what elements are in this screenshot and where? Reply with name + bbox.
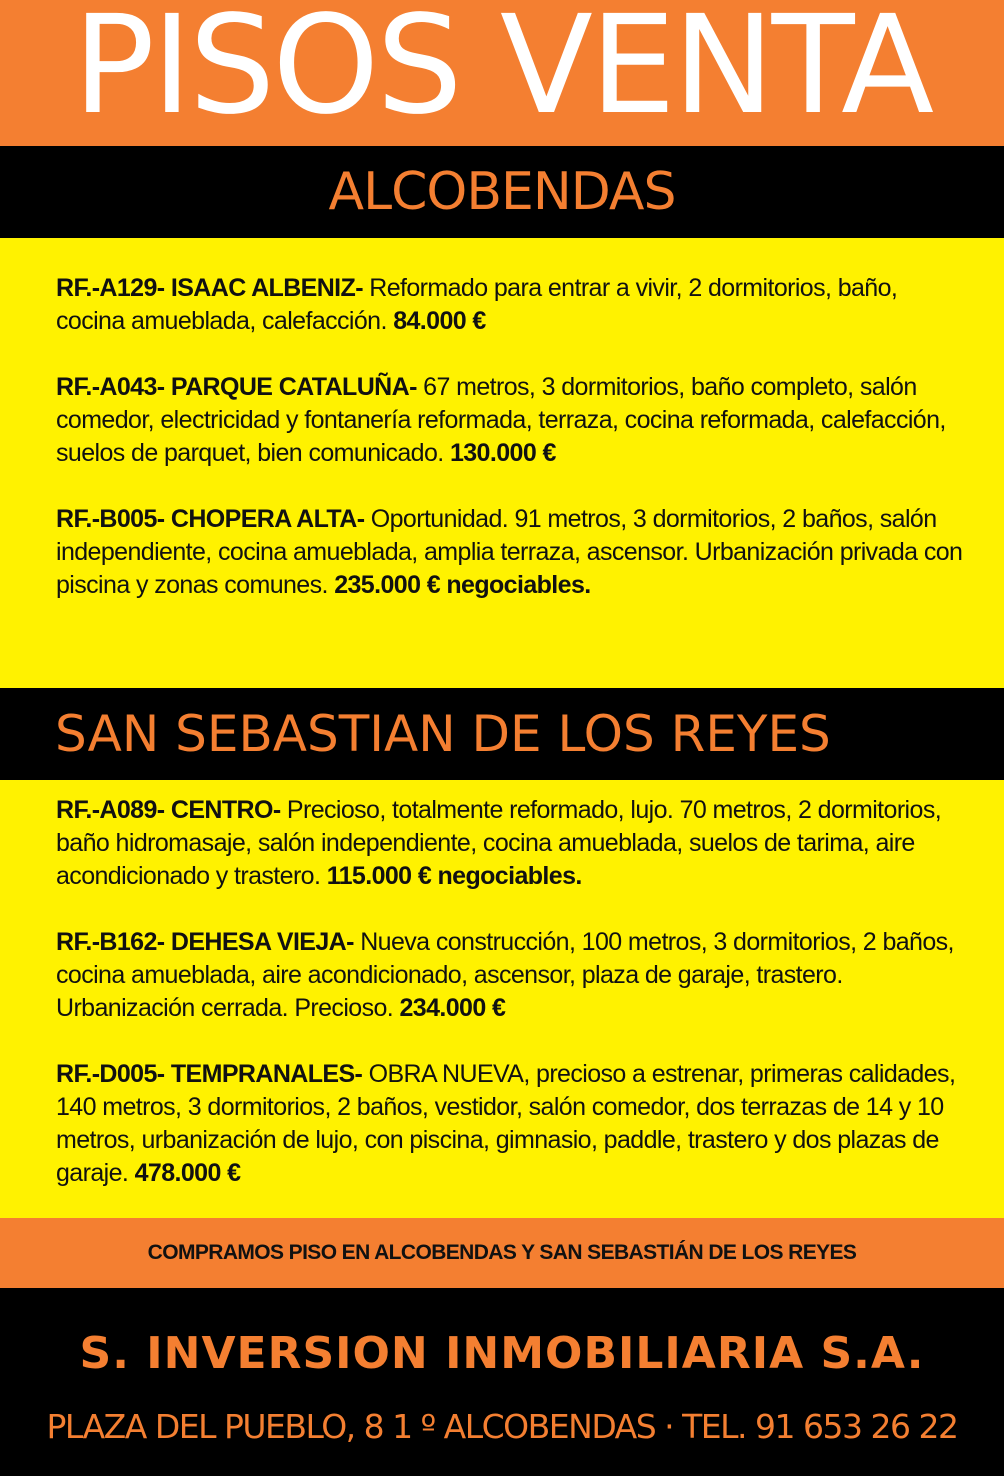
listing-description: Precioso, totalmente reformado, lujo. 70 metros, 2 dormitorios, baño hidromasaje, salón independiente, cocina amueblada, suelos de tarima, aire acondicionado y trastero. [56,796,942,890]
listing-description: Nueva construcción, 100 metros, 3 dormitorios, 2 baños, cocina amueblada, aire acondicionado, ascensor, plaza de garaje, trastero. Urbanización cerrada. Precioso. [56,928,954,1022]
listing-b162 [56,926,964,1025]
listing-price: 478.000 € [134,1159,241,1187]
listing-price: 130.000 € [449,439,556,467]
listing-price: 235.000 € negociables. [334,571,591,599]
listing-d005 [56,1058,964,1190]
listing-ref: RF.-A089- CENTRO- [56,796,281,824]
listing-description: Reformado para entrar a vivir, 2 dormitorios, baño, cocina amueblada, calefacción. [56,274,898,335]
listing-ref: RF.-B005- CHOPERA ALTA- [56,505,365,533]
buy-banner: COMPRAMOS PISO EN ALCOBENDAS Y SAN SEBASTIÁN DE LOS REYES [0,1218,1004,1288]
listing-price: 115.000 € negociables. [326,862,582,890]
title-banner [0,0,1004,146]
section-header-san-sebastian: SAN SEBASTIAN DE LOS REYES [0,688,1004,780]
listing-a043 [56,371,964,470]
listing-price: 84.000 € [393,307,486,335]
listings-san-sebastian [0,780,1004,1218]
listing-description: 67 metros, 3 dormitorios, baño completo, salón comedor, electricidad y fontanería reformada, terraza, cocina reformada, calefacción, suelos de parquet, bien comunicado. [56,373,946,467]
listings-alcobendas [0,238,1004,688]
listing-ref: RF.-A043- PARQUE CATALUÑA- [56,373,417,401]
listing-ref: RF.-B162- DEHESA VIEJA- [56,928,354,956]
listing-b005 [56,503,964,602]
listing-price: 234.000 € [399,994,506,1022]
listing-a089 [56,794,964,893]
listing-ref: RF.-D005- TEMPRANALES- [56,1060,363,1088]
page-title: PISOS VENTA [72,0,932,145]
listing-ref: RF.-A129- ISAAC ALBENIZ- [56,274,363,302]
listing-description: OBRA NUEVA, precioso a estrenar, primeras calidades, 140 metros, 3 dormitorios, 2 baños, vestidor, salón comedor, dos terrazas de 14 y 10 metros, urbanización de lujo, con piscina, gimnasio, paddle, trastero y dos plazas de garaje. [56,1060,956,1187]
listing-a129 [56,272,964,338]
footer [0,1288,1004,1476]
listing-description: Oportunidad. 91 metros, 3 dormitorios, 2 baños, salón independiente, cocina amueblada, amplia terraza, ascensor. Urbanización privada con piscina y zonas comunes. [56,505,963,599]
section-header-alcobendas: ALCOBENDAS [0,146,1004,238]
company-name: S. INVERSION INMOBILIARIA S.A. [79,1328,925,1379]
address-phone: PLAZA DEL PUEBLO, 8 1 º ALCOBENDAS · TEL. 91 653 26 22 [46,1407,958,1446]
